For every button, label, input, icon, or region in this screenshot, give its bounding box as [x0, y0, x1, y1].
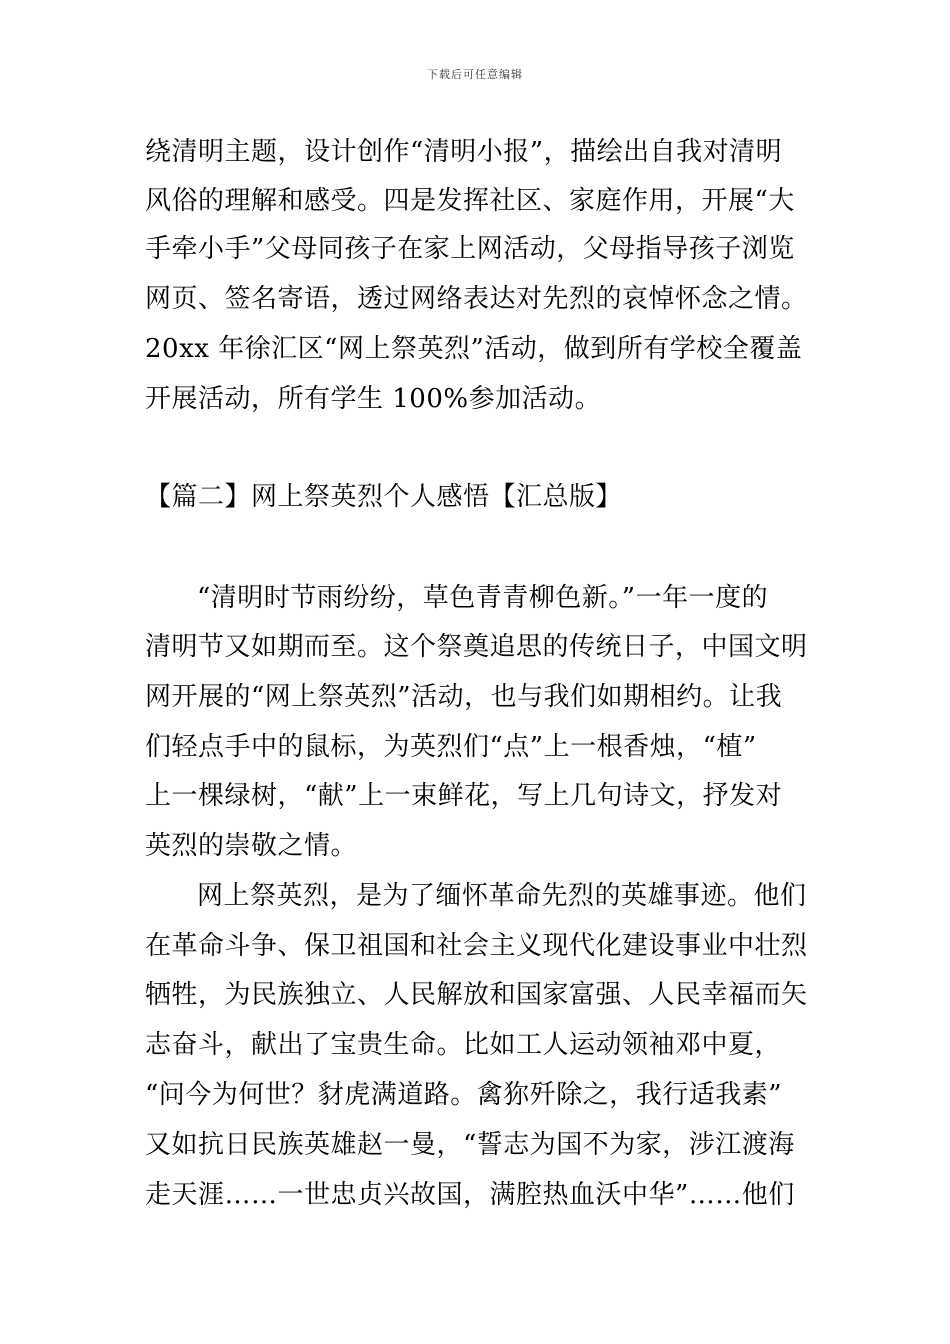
paragraph-line: 风俗的理解和感受。四是发挥社区、家庭作用，开展“大	[145, 186, 795, 216]
paragraph-line: “清明时节雨纷纷，草色青青柳色新。”一年一度的	[197, 583, 769, 613]
paragraph-line: 又如抗日民族英雄赵一曼，“誓志为国不为家，涉江渡海	[145, 1130, 795, 1160]
paragraph-line: 20xx 年徐汇区“网上祭英烈”活动，做到所有学校全覆盖	[145, 334, 803, 364]
paragraph-line: 清明节又如期而至。这个祭奠追思的传统日子，中国文明	[145, 632, 808, 662]
section-heading: 【篇二】网上祭英烈个人感悟【汇总版】	[145, 482, 623, 512]
paragraph-line: 开展活动，所有学生 100%参加活动。	[145, 384, 602, 414]
paragraph-line: 手牵小手”父母同孩子在家上网活动，父母指导孩子浏览	[145, 234, 795, 264]
paragraph-line: 志奋斗，献出了宝贵生命。比如工人运动领袖邓中夏，	[145, 1030, 782, 1060]
paragraph-line: “问今为何世？豺虎满道路。禽狝歼除之，我行适我素”	[145, 1080, 783, 1110]
paragraph-line: 牺牲，为民族独立、人民解放和国家富强、人民幸福而矢	[145, 980, 808, 1010]
paragraph-line: 网页、签名寄语，透过网络表达对先烈的哀悼怀念之情。	[145, 284, 808, 314]
paragraph-line: 上一棵绿树，“献”上一束鲜花，写上几句诗文，抒发对	[145, 781, 783, 811]
paragraph-line: 网上祭英烈，是为了缅怀革命先烈的英雄事迹。他们	[197, 881, 807, 911]
header-note: 下载后可任意编辑	[427, 68, 523, 81]
paragraph-line: 走天涯……一世忠贞兴故国，满腔热血沃中华”……他们	[145, 1180, 795, 1210]
paragraph-line: 网开展的“网上祭英烈”活动，也与我们如期相约。让我	[145, 682, 783, 712]
paragraph-line: 在革命斗争、保卫祖国和社会主义现代化建设事业中壮烈	[145, 931, 808, 961]
paragraph-line: 绕清明主题，设计创作“清明小报”，描绘出自我对清明	[145, 137, 783, 167]
paragraph-line: 们轻点手中的鼠标，为英烈们“点”上一根香烛，“植”	[145, 732, 757, 762]
paragraph-line: 英烈的崇敬之情。	[145, 831, 358, 861]
